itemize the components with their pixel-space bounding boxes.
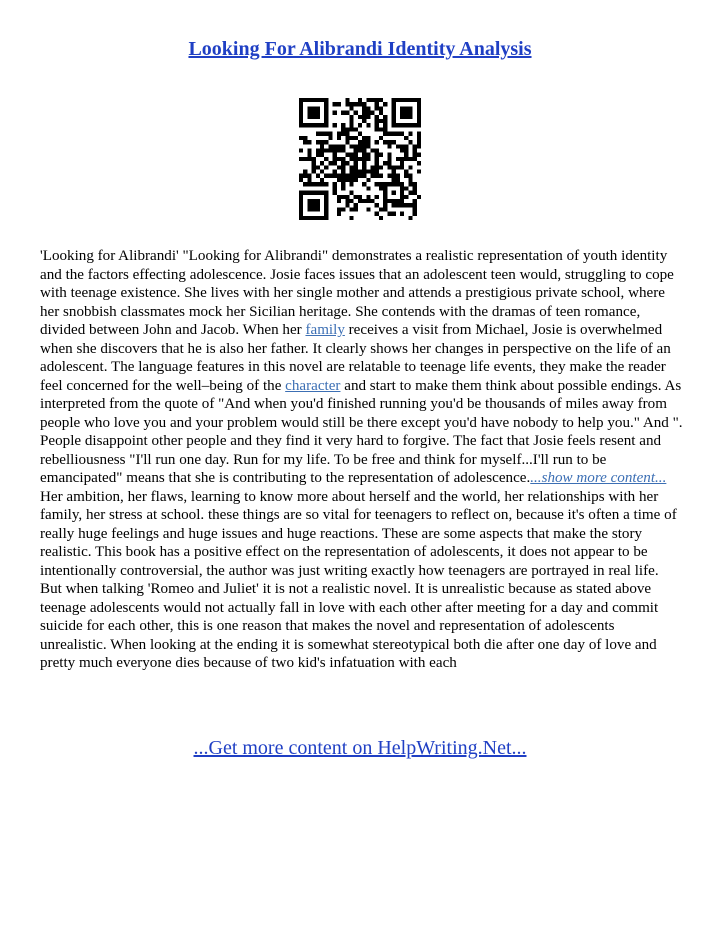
article-paragraph-2: Her ambition, her flaws, learning to know more about herself and the world, her relationships with her family, her stress at school. these things are so vital for teenagers to reflect on, because it's often a time of really huge feelings and huge issues and huge reactions. These are some aspects that make the story realistic. This book has a positive effect on the representation of adolescents, it does not appear to be intentionally controversial, the author was just writing exactly how teenagers are portrayed in real life. But when talking 'Romeo and Juliet' it is not a realistic novel. It is unrealistic because as stated above teenage adolescents would not actually fall in love with each other after meeting for a day and commit suicide for each other, this is one reason that makes the novel and representation of adolescents unrealistic. When looking at the ending it is somewhat stereotypical both die after one day of love and pretty much everyone dies because of two kid's infatuation with each <box>40 488 677 671</box>
paragraph-1-text-c: and start to make them think about possible endings. As interpreted from the quote of "And when you'd finished running you'd be thousands of miles away from people who love you and your problem would still be there except you'd have nobody to help you." And ". People disappoint other people and they find it very hard to forgive. The fact that Josie feels resent and rebelliousness "I'll run one day. Run for my life. To be free and think for myself...I'll run to be emancipated" means that she is contributing to the representation of adolescence. <box>40 377 683 486</box>
article-paragraph-1 <box>40 247 684 488</box>
show-more-link[interactable]: ...show more content... <box>530 470 667 486</box>
paragraph-1-text-a: 'Looking for Alibrandi' "Looking for Alibrandi" demonstrates a realistic representation of youth identity and the factors effecting adolescence. Josie faces issues that an adolescent teen would, struggling to cope with teenage existence. She lives with her single mother and attends a prestigious private school, where her snobbish classmates mock her Sicilian heritage. She contends with the dramas of teen romance, divided between John and Jacob. When her <box>40 248 674 338</box>
qr-code-graphic <box>299 98 421 220</box>
page-title-link[interactable]: Looking For Alibrandi Identity Analysis <box>188 38 532 60</box>
get-more-content-link[interactable]: ...Get more content on HelpWriting.Net... <box>193 737 527 759</box>
article-body <box>40 247 684 673</box>
character-link[interactable]: character <box>285 377 341 394</box>
family-link[interactable]: family <box>305 322 345 338</box>
paragraph-1-text-b: receives a visit from Michael, Josie is overwhelmed when she discovers that he is also her father. It clearly shows her changes in perspective on the life of an adolescent. The language features in this novel are relatable to teenage life events, they make the reader feel concerned for the well–being of the <box>40 322 671 394</box>
qr-code-icon <box>299 98 421 220</box>
